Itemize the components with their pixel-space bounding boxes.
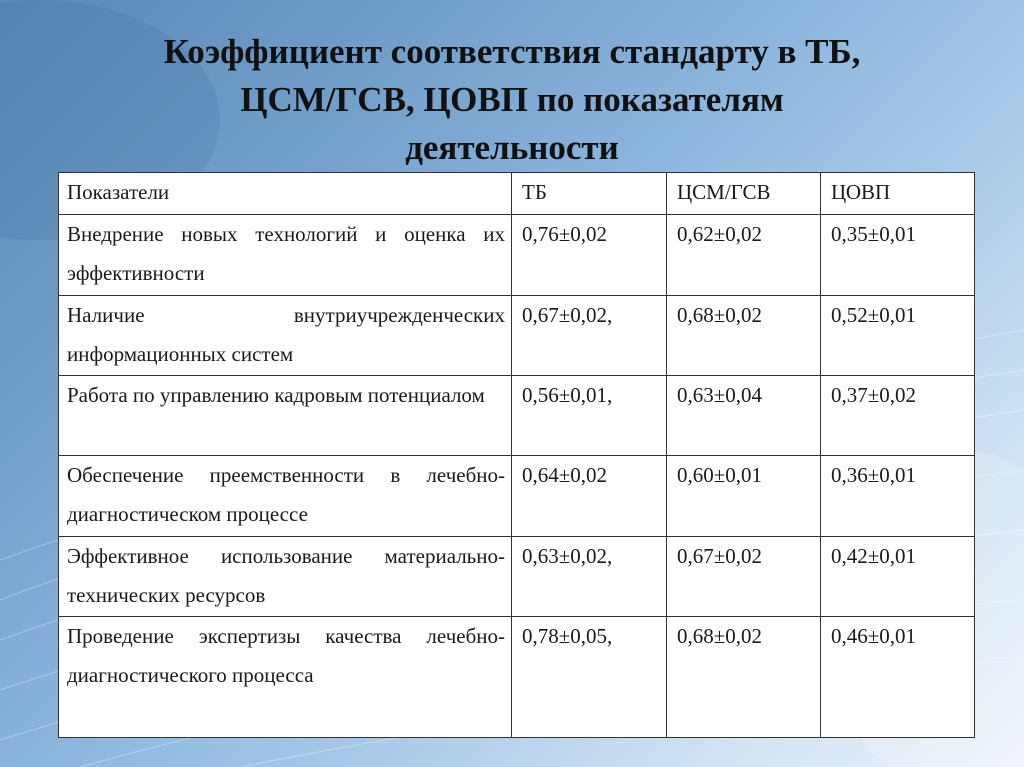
csm-gsv-value-cell: 0,60±0,01 [667, 456, 821, 536]
indicator-cell: Обеспечение преемственности в лечебно-диагностическом процессе [59, 456, 512, 536]
table-row [59, 617, 975, 738]
table-row [59, 376, 975, 456]
table-row [59, 295, 975, 375]
slide-title [60, 28, 964, 172]
table-row [59, 215, 975, 295]
indicator-cell: Наличие внутриучрежденческих информационных систем [59, 295, 512, 375]
csm-gsv-value-cell: 0,63±0,04 [667, 376, 821, 456]
indicator-table [58, 172, 975, 738]
indicator-cell: Проведение экспертизы качества лечебно-диагностического процесса [59, 617, 512, 738]
covp-value-cell: 0,52±0,01 [821, 295, 975, 375]
tb-value-cell: 0,63±0,02, [512, 536, 667, 616]
indicator-cell: Эффективное использование материально-технических ресурсов [59, 536, 512, 616]
indicator-cell: Работа по управлению кадровым потенциалом [59, 376, 512, 456]
table-row [59, 536, 975, 616]
tb-value-cell: 0,76±0,02 [512, 215, 667, 295]
tb-value-cell: 0,78±0,05, [512, 617, 667, 738]
covp-value-cell: 0,36±0,01 [821, 456, 975, 536]
covp-value-cell: 0,46±0,01 [821, 617, 975, 738]
column-header-tb: ТБ [512, 173, 667, 215]
column-header-indicators: Показатели [59, 173, 512, 215]
slide-title-line: деятельности [405, 128, 619, 167]
csm-gsv-value-cell: 0,68±0,02 [667, 617, 821, 738]
tb-value-cell: 0,56±0,01, [512, 376, 667, 456]
table-header-row [59, 173, 975, 215]
csm-gsv-value-cell: 0,68±0,02 [667, 295, 821, 375]
tb-value-cell: 0,67±0,02, [512, 295, 667, 375]
tb-value-cell: 0,64±0,02 [512, 456, 667, 536]
slide-title-line: Коэффициент соответствия стандарту в ТБ, [163, 32, 861, 71]
column-header-csm-gsv: ЦСМ/ГСВ [667, 173, 821, 215]
covp-value-cell: 0,42±0,01 [821, 536, 975, 616]
column-header-covp: ЦОВП [821, 173, 975, 215]
indicator-table-container [58, 172, 974, 738]
indicator-cell: Внедрение новых технологий и оценка их эффективности [59, 215, 512, 295]
csm-gsv-value-cell: 0,67±0,02 [667, 536, 821, 616]
covp-value-cell: 0,37±0,02 [821, 376, 975, 456]
slide-title-line: ЦСМ/ГСВ, ЦОВП по показателям [240, 80, 784, 119]
table-row [59, 456, 975, 536]
covp-value-cell: 0,35±0,01 [821, 215, 975, 295]
csm-gsv-value-cell: 0,62±0,02 [667, 215, 821, 295]
